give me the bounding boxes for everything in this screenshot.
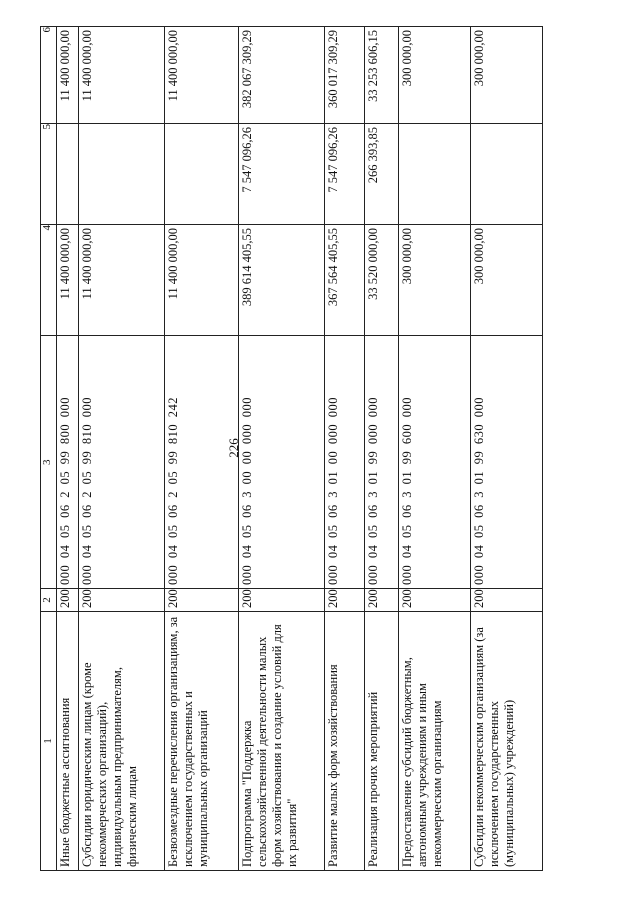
row-value-5: 7 547 096,26 (325, 124, 365, 225)
table-row (239, 27, 325, 871)
header-col-6: 6 (41, 27, 57, 124)
budget-table (40, 26, 543, 871)
header-col-4: 4 (41, 225, 57, 336)
row-value-5 (399, 124, 471, 225)
row-code: 200 (79, 589, 165, 612)
row-value-5: 266 393,85 (365, 124, 399, 225)
row-name: Предоставление субсидий бюджетным, автономным учреждениям и иным некоммерческим организациям (399, 612, 471, 871)
header-col-2: 2 (41, 589, 57, 612)
page-number: 226 (226, 438, 241, 458)
row-code: 200 (399, 589, 471, 612)
header-col-3: 3 (41, 336, 57, 589)
row-classification: 000 04 05 06 2 05 99 810 000 (79, 336, 165, 589)
table-row (471, 27, 543, 871)
row-value-5: 7 547 096,26 (239, 124, 325, 225)
row-value-5 (79, 124, 165, 225)
row-code: 200 (471, 589, 543, 612)
row-value-4: 389 614 405,55 (239, 225, 325, 336)
row-code: 200 (165, 589, 239, 612)
row-value-4: 300 000,00 (471, 225, 543, 336)
row-name: Иные бюджетные ассигнования (57, 612, 79, 871)
row-value-4: 33 520 000,00 (365, 225, 399, 336)
row-value-4: 11 400 000,00 (165, 225, 239, 336)
row-value-4: 300 000,00 (399, 225, 471, 336)
row-value-5 (57, 124, 79, 225)
row-name: Подпрограмма "Поддержка сельскохозяйственной деятельности малых форм хозяйствования и создание условий для их развития" (239, 612, 325, 871)
row-name: Реализация прочих мероприятий (365, 612, 399, 871)
header-col-5: 5 (41, 124, 57, 225)
row-value-4: 11 400 000,00 (79, 225, 165, 336)
table-row (365, 27, 399, 871)
row-value-6: 300 000,00 (399, 27, 471, 124)
row-classification: 000 04 05 06 3 01 99 000 000 (365, 336, 399, 589)
row-name: Безвозмездные перечисления организациям, за исключением государственных и муниципальных организаций (165, 612, 239, 871)
row-classification: 000 04 05 06 3 00 00 000 000 (239, 336, 325, 589)
header-row (41, 27, 57, 871)
row-classification: 000 04 05 06 2 05 99 800 000 (57, 336, 79, 589)
row-classification: 000 04 05 06 3 01 99 600 000 (399, 336, 471, 589)
row-code: 200 (365, 589, 399, 612)
row-code: 200 (57, 589, 79, 612)
row-value-6: 11 400 000,00 (79, 27, 165, 124)
table-row (165, 27, 239, 871)
budget-table-container (40, 27, 600, 871)
row-value-6: 300 000,00 (471, 27, 543, 124)
row-classification: 000 04 05 06 3 01 99 630 000 (471, 336, 543, 589)
table-row (79, 27, 165, 871)
row-value-5 (471, 124, 543, 225)
table-row (399, 27, 471, 871)
row-value-6: 11 400 000,00 (57, 27, 79, 124)
row-value-4: 11 400 000,00 (57, 225, 79, 336)
row-code: 200 (239, 589, 325, 612)
row-name: Развитие малых форм хозяйствования (325, 612, 365, 871)
row-classification: 000 04 05 06 3 01 00 000 000 (325, 336, 365, 589)
row-value-6: 360 017 309,29 (325, 27, 365, 124)
row-value-4: 367 564 405,55 (325, 225, 365, 336)
header-col-1: 1 (41, 612, 57, 871)
row-classification: 000 04 05 06 2 05 99 810 242 (165, 336, 239, 589)
row-name: Субсидии юридическим лицам (кроме некоммерческих организаций), индивидуальным предпринимателям, физическим лицам (79, 612, 165, 871)
row-value-5 (165, 124, 239, 225)
table-row (325, 27, 365, 871)
row-value-6: 11 400 000,00 (165, 27, 239, 124)
row-value-6: 33 253 606,15 (365, 27, 399, 124)
table-row (57, 27, 79, 871)
row-value-6: 382 067 309,29 (239, 27, 325, 124)
row-code: 200 (325, 589, 365, 612)
row-name: Субсидии некоммерческим организациям (за исключением государственных (муниципальных) учреждений) (471, 612, 543, 871)
